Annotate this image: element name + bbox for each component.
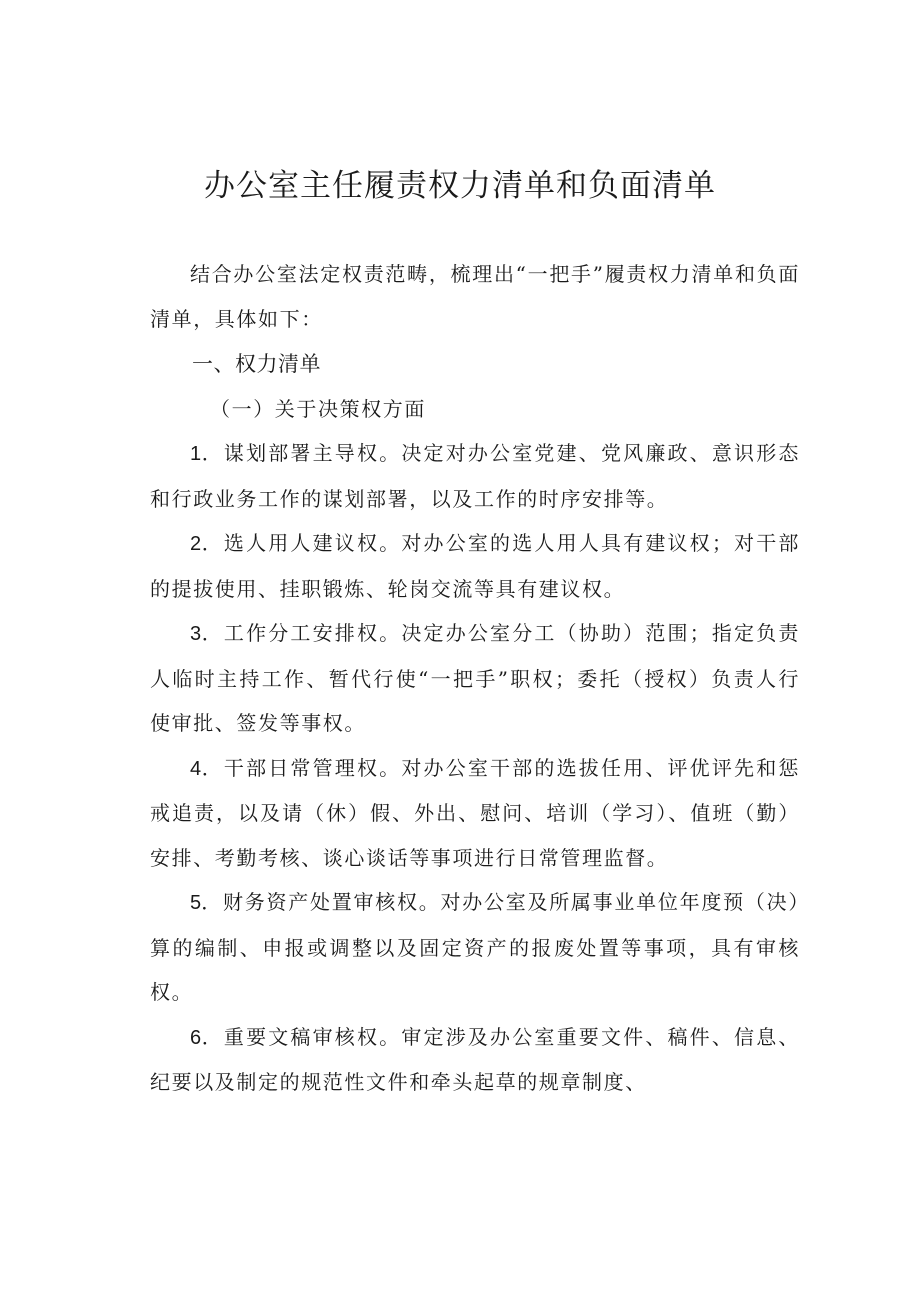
item-text: ．干部日常管理权。对办公室干部的选拔任用、评优评先和惩戒追责，以及请（休）假、外出、慰问、培训（学习）、值班（勤）安排、考勤考核、谈心谈话等事项进行日常管理监督。 [150, 755, 800, 870]
item-text: ．谋划部署主导权。决定对办公室党建、党风廉政、意识形态和行政业务工作的谋划部署，以及工作的时序安排等。 [150, 441, 800, 511]
intro-paragraph: 结合办公室法定权责范畴，梳理出“一把手”履责权力清单和负面清单，具体如下： [150, 262, 800, 331]
section-heading-power-list: 一、权力清单 [192, 352, 321, 376]
list-item [150, 1015, 800, 1105]
list-item [150, 880, 800, 1015]
item-number: 2 [190, 533, 202, 555]
item-number: 6 [190, 1026, 202, 1049]
item-text: ．财务资产处置审核权。对办公室及所属事业单位年度预（决）算的编制、申报或调整以及固定资产的报废处置等事项，具有审核权。 [150, 890, 800, 1004]
item-number: 3 [190, 623, 202, 645]
item-text: ．工作分工安排权。决定办公室分工（协助）范围；指定负责人临时主持工作、暂代行使“一把手”职权；委托（授权）负责人行使审批、签发等事权。 [150, 621, 800, 735]
list-item [150, 746, 800, 881]
item-text: ．重要文稿审核权。审定涉及办公室重要文件、稿件、信息、纪要以及制定的规范性文件和牵头起草的规章制度、 [150, 1024, 800, 1094]
subsection-heading-decision: （一）关于决策权方面 [210, 397, 426, 421]
list-item [150, 431, 800, 521]
document-body [150, 252, 800, 1105]
list-item [150, 521, 800, 611]
document-title: 办公室主任履责权力清单和负面清单 [204, 168, 716, 204]
item-number: 4 [190, 757, 202, 780]
list-item [150, 611, 800, 746]
item-number: 5 [190, 892, 202, 914]
item-number: 1 [190, 443, 202, 465]
item-text: ．选人用人建议权。对办公室的选人用人具有建议权；对干部的提拔使用、挂职锻炼、轮岗交流等具有建议权。 [150, 531, 800, 601]
